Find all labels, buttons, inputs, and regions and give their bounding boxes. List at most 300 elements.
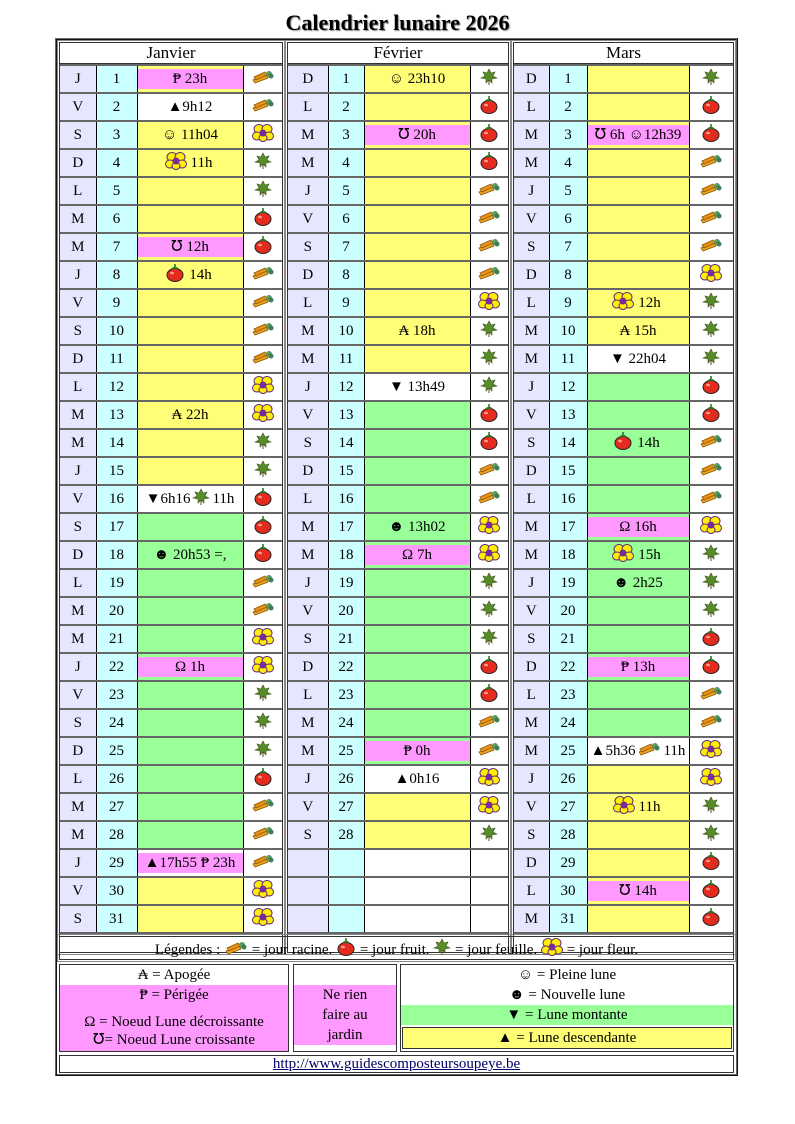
plant-day-cell <box>243 737 282 765</box>
plant-day-cell <box>689 65 733 93</box>
day-of-week: L <box>288 289 328 317</box>
moon-event-text: ☺ 23h10 <box>388 70 446 87</box>
day-row <box>60 261 282 289</box>
carrot-icon <box>251 294 275 313</box>
day-of-week: D <box>514 457 549 485</box>
legend-apogee: ₳ = Apogée <box>137 967 211 983</box>
moon-event-text: ▲5h36 <box>590 742 636 759</box>
moon-event-cell <box>364 205 470 233</box>
moon-event-cell <box>587 149 689 177</box>
day-of-week: L <box>60 765 96 793</box>
flower-icon <box>612 543 634 568</box>
moon-event-text: ▼ 22h04 <box>609 350 667 367</box>
moon-event-text: ▼ 13h49 <box>388 378 446 395</box>
day-of-week: M <box>514 541 549 569</box>
day-number: 12 <box>328 373 364 401</box>
carrot-icon <box>699 434 723 453</box>
moon-event-cell <box>137 765 243 793</box>
plant-day-cell <box>470 653 508 681</box>
plant-day-cell <box>689 737 733 765</box>
carrot-icon <box>477 490 501 509</box>
day-of-week: L <box>60 569 96 597</box>
day-number: 21 <box>549 625 587 653</box>
moon-event-cell <box>364 821 470 849</box>
moon-event-text: ℧ 14h <box>619 883 657 899</box>
flower-icon <box>613 795 635 820</box>
day-row <box>288 709 508 737</box>
moon-event-cell <box>364 877 470 905</box>
day-of-week: S <box>60 121 96 149</box>
month-table <box>514 64 733 952</box>
moon-event-cell <box>587 261 689 289</box>
month-table <box>60 64 282 952</box>
moon-event-cell <box>137 569 243 597</box>
day-of-week: D <box>60 149 96 177</box>
moon-event-cell <box>364 177 470 205</box>
plant-day-cell <box>689 401 733 429</box>
legend-lune-montante: ▼ = Lune montante <box>401 1005 733 1025</box>
carrot-icon <box>699 154 723 173</box>
leaf-icon <box>254 180 272 203</box>
day-number: 5 <box>549 177 587 205</box>
day-number: 17 <box>328 513 364 541</box>
day-number: 20 <box>328 597 364 625</box>
day-of-week: M <box>288 541 328 569</box>
day-number: 16 <box>96 485 137 513</box>
plant-day-cell <box>470 905 508 933</box>
tomato-icon <box>253 487 273 512</box>
leaf-icon <box>702 824 720 847</box>
day-row <box>514 261 733 289</box>
day-number: 8 <box>96 261 137 289</box>
day-of-week: J <box>60 261 96 289</box>
moon-event-text: ☺ 11h04 <box>161 126 218 143</box>
day-of-week: D <box>60 541 96 569</box>
day-number: 27 <box>549 793 587 821</box>
day-number: 2 <box>328 93 364 121</box>
moon-event-text: ₳ 18h <box>398 322 436 339</box>
day-row <box>514 429 733 457</box>
day-row <box>60 317 282 345</box>
plant-day-cell <box>470 261 508 289</box>
day-row <box>514 65 733 93</box>
moon-event-cell <box>364 513 470 541</box>
legend-ne-rien-faire-text: Ne rien faire au jardin <box>294 985 396 1045</box>
plant-day-cell <box>689 597 733 625</box>
tomato-icon <box>613 431 633 456</box>
plant-day-cell <box>243 765 282 793</box>
tomato-icon <box>253 515 273 540</box>
day-number: 28 <box>96 821 137 849</box>
moon-event-cell <box>587 653 689 681</box>
day-of-week: S <box>60 513 96 541</box>
legend-perigee: ₱ = Périgée <box>139 987 209 1003</box>
plant-day-cell <box>243 93 282 121</box>
day-number: 13 <box>328 401 364 429</box>
carrot-icon <box>699 238 723 257</box>
day-number: 22 <box>328 653 364 681</box>
moon-event-cell <box>364 373 470 401</box>
moon-event-cell <box>587 821 689 849</box>
flower-icon <box>252 879 274 904</box>
legend-racine: = jour racine. <box>251 941 333 958</box>
tomato-icon <box>479 95 499 120</box>
plant-day-cell <box>243 401 282 429</box>
legend-fleur: = jour fleur. <box>566 941 639 958</box>
moon-event-cell <box>137 401 243 429</box>
moon-event-cell <box>137 121 243 149</box>
day-row <box>288 93 508 121</box>
plant-day-cell <box>689 261 733 289</box>
day-row <box>288 849 508 877</box>
day-number: 12 <box>549 373 587 401</box>
moon-event-text: ☻ 2h25 <box>613 574 663 591</box>
moon-event-cell <box>137 457 243 485</box>
plant-day-cell <box>470 513 508 541</box>
plant-day-cell <box>470 233 508 261</box>
leaf-icon <box>192 488 210 511</box>
day-row <box>288 177 508 205</box>
day-number: 16 <box>549 485 587 513</box>
tomato-icon <box>701 123 721 148</box>
plant-day-cell <box>689 345 733 373</box>
day-row <box>288 821 508 849</box>
day-of-week: M <box>60 205 96 233</box>
plant-day-cell <box>689 205 733 233</box>
day-of-week: M <box>60 233 96 261</box>
tomato-icon <box>701 627 721 652</box>
day-of-week: L <box>60 373 96 401</box>
carrot-icon <box>699 462 723 481</box>
moon-event-cell <box>137 597 243 625</box>
day-of-week: M <box>288 317 328 345</box>
month-janvier <box>59 42 283 953</box>
day-of-week: S <box>60 905 96 933</box>
day-number: 23 <box>328 681 364 709</box>
day-row <box>60 653 282 681</box>
day-row <box>514 541 733 569</box>
plant-day-cell <box>689 233 733 261</box>
day-number: 28 <box>328 821 364 849</box>
day-of-week: M <box>288 513 328 541</box>
day-number: 7 <box>549 233 587 261</box>
moon-event-cell <box>364 65 470 93</box>
moon-event-cell <box>137 485 243 513</box>
plant-day-cell <box>470 205 508 233</box>
plant-day-cell <box>243 177 282 205</box>
day-number: 4 <box>549 149 587 177</box>
day-of-week: M <box>60 429 96 457</box>
plant-day-cell <box>470 709 508 737</box>
moon-event-cell <box>364 457 470 485</box>
day-row <box>288 261 508 289</box>
legend-pleine-lune: ☺ = Pleine lune <box>517 967 617 983</box>
plant-day-cell <box>243 233 282 261</box>
plant-day-cell <box>243 65 282 93</box>
leaf-icon <box>433 938 451 963</box>
legend-noeud-croissant: ℧= Noeud Lune croissante <box>93 1032 255 1048</box>
plant-day-cell <box>689 373 733 401</box>
day-row <box>288 737 508 765</box>
ne-rien-faire-band <box>138 853 243 873</box>
leaf-icon <box>480 628 498 651</box>
flower-icon <box>478 795 500 820</box>
moon-event-cell <box>364 345 470 373</box>
day-number: 27 <box>328 793 364 821</box>
moon-event-cell <box>364 401 470 429</box>
day-number: 11 <box>549 345 587 373</box>
moon-event-text: Ω 16h <box>619 519 657 535</box>
ne-rien-faire-band <box>138 657 243 677</box>
plant-day-cell <box>470 597 508 625</box>
day-row <box>60 849 282 877</box>
moon-event-cell <box>364 793 470 821</box>
day-of-week: J <box>60 653 96 681</box>
day-of-week: J <box>60 457 96 485</box>
day-row <box>514 121 733 149</box>
moon-event-cell <box>587 177 689 205</box>
leaf-icon <box>480 348 498 371</box>
day-row <box>288 485 508 513</box>
website-link[interactable]: http://www.guidescomposteursoupeye.be <box>272 1056 521 1072</box>
tomato-icon <box>479 123 499 148</box>
tomato-icon <box>253 767 273 792</box>
day-number: 15 <box>96 457 137 485</box>
plant-day-cell <box>243 513 282 541</box>
day-of-week: L <box>514 485 549 513</box>
legend-lune-descendante: ▲ = Lune descendante <box>402 1027 732 1049</box>
legend-nouvelle-lune: ☻ = Nouvelle lune <box>508 987 626 1003</box>
moon-event-cell <box>137 793 243 821</box>
tomato-icon <box>701 403 721 428</box>
day-row <box>288 65 508 93</box>
day-row <box>288 233 508 261</box>
day-row <box>514 737 733 765</box>
day-of-week: V <box>60 289 96 317</box>
day-number: 16 <box>328 485 364 513</box>
day-of-week: M <box>288 345 328 373</box>
day-of-week: D <box>514 653 549 681</box>
moon-event-cell <box>364 597 470 625</box>
moon-event-cell <box>364 429 470 457</box>
leaf-icon <box>702 572 720 595</box>
tomato-icon <box>253 543 273 568</box>
plant-day-cell <box>470 765 508 793</box>
day-of-week: J <box>288 177 328 205</box>
day-row <box>60 821 282 849</box>
carrot-icon <box>477 182 501 201</box>
carrot-icon <box>251 322 275 341</box>
tomato-icon <box>701 375 721 400</box>
tomato-icon <box>253 235 273 260</box>
day-number: 14 <box>96 429 137 457</box>
day-of-week: M <box>514 905 549 933</box>
carrot-icon <box>699 210 723 229</box>
day-row <box>288 569 508 597</box>
flower-icon <box>478 543 500 568</box>
day-number: 19 <box>96 569 137 597</box>
day-of-week: L <box>514 93 549 121</box>
plant-day-cell <box>470 681 508 709</box>
moon-event-cell <box>587 65 689 93</box>
moon-event-cell <box>364 765 470 793</box>
plant-day-cell <box>470 401 508 429</box>
moon-event-text: 11h <box>638 798 661 815</box>
carrot-icon <box>477 210 501 229</box>
day-row <box>514 765 733 793</box>
day-number: 25 <box>96 737 137 765</box>
day-row <box>514 625 733 653</box>
day-number: 3 <box>328 121 364 149</box>
day-number: 15 <box>328 457 364 485</box>
moon-event-cell <box>364 93 470 121</box>
legend-ne-rien-faire <box>293 964 397 1052</box>
month-name: Février <box>288 43 508 64</box>
moon-event-cell <box>587 205 689 233</box>
day-number <box>328 905 364 933</box>
moon-event-cell <box>137 681 243 709</box>
moon-event-cell <box>137 261 243 289</box>
day-of-week: S <box>288 625 328 653</box>
moon-event-text: ☻ 20h53 =, <box>153 546 227 563</box>
day-number: 18 <box>328 541 364 569</box>
moon-event-cell <box>587 849 689 877</box>
plant-day-cell <box>470 149 508 177</box>
day-of-week: J <box>288 569 328 597</box>
plant-day-cell <box>470 429 508 457</box>
day-row <box>514 485 733 513</box>
moon-event-cell <box>137 653 243 681</box>
flower-icon <box>612 291 634 316</box>
day-row <box>60 233 282 261</box>
day-row <box>288 597 508 625</box>
moon-event-cell <box>587 373 689 401</box>
day-number: 19 <box>328 569 364 597</box>
moon-event-cell <box>587 93 689 121</box>
moon-event-cell <box>137 513 243 541</box>
carrot-icon <box>699 686 723 705</box>
moon-event-text: ☻ 13h02 <box>388 518 446 535</box>
plant-day-cell <box>470 317 508 345</box>
carrot-icon <box>251 826 275 845</box>
ne-rien-faire-band <box>365 741 470 761</box>
day-number: 2 <box>96 93 137 121</box>
leaf-icon <box>480 572 498 595</box>
day-row <box>288 513 508 541</box>
tomato-icon <box>479 655 499 680</box>
moon-event-cell <box>587 877 689 905</box>
day-row <box>288 905 508 933</box>
moon-event-cell <box>137 177 243 205</box>
moon-event-cell <box>587 541 689 569</box>
moon-event-cell <box>587 121 689 149</box>
day-of-week: L <box>288 681 328 709</box>
plant-day-cell <box>689 625 733 653</box>
day-of-week: J <box>514 177 549 205</box>
day-row <box>288 401 508 429</box>
day-row <box>288 681 508 709</box>
plant-day-cell <box>243 877 282 905</box>
day-number: 18 <box>549 541 587 569</box>
day-row <box>514 401 733 429</box>
moon-event-cell <box>587 793 689 821</box>
leaf-icon <box>702 292 720 315</box>
day-row <box>60 401 282 429</box>
plant-day-cell <box>243 121 282 149</box>
day-of-week: L <box>514 877 549 905</box>
tomato-icon <box>701 655 721 680</box>
plant-day-cell <box>243 457 282 485</box>
ne-rien-faire-band <box>588 657 689 677</box>
moon-event-cell <box>364 681 470 709</box>
moon-event-text: 12h <box>638 294 661 311</box>
day-row <box>60 513 282 541</box>
day-of-week: L <box>288 93 328 121</box>
flower-icon <box>478 515 500 540</box>
moon-event-text: ₳ 22h <box>171 406 209 423</box>
day-of-week: J <box>514 765 549 793</box>
day-row <box>288 457 508 485</box>
plant-day-cell <box>243 653 282 681</box>
legend-moon-phases <box>400 964 734 1052</box>
moon-event-cell <box>364 149 470 177</box>
moon-event-cell <box>137 877 243 905</box>
day-number: 26 <box>549 765 587 793</box>
plant-day-cell <box>470 373 508 401</box>
moon-event-cell <box>137 541 243 569</box>
day-of-week: J <box>288 765 328 793</box>
day-of-week: M <box>60 821 96 849</box>
day-row <box>514 93 733 121</box>
plant-day-cell <box>243 681 282 709</box>
carrot-icon <box>224 940 248 962</box>
moon-event-cell <box>137 65 243 93</box>
day-of-week: S <box>60 317 96 345</box>
moon-event-cell <box>364 849 470 877</box>
day-row <box>60 485 282 513</box>
moon-event-cell <box>364 233 470 261</box>
day-of-week: L <box>60 177 96 205</box>
flower-icon <box>252 375 274 400</box>
day-number: 10 <box>549 317 587 345</box>
day-number: 6 <box>96 205 137 233</box>
day-number: 29 <box>96 849 137 877</box>
plant-day-cell <box>243 849 282 877</box>
day-number: 25 <box>549 737 587 765</box>
flower-icon <box>700 767 722 792</box>
plant-day-cell <box>243 625 282 653</box>
day-row <box>514 653 733 681</box>
moon-event-text-2: 11h <box>663 742 686 759</box>
plant-day-cell <box>470 457 508 485</box>
leaf-icon <box>702 600 720 623</box>
moon-event-cell <box>364 289 470 317</box>
carrot-icon <box>477 742 501 761</box>
leaf-icon <box>254 460 272 483</box>
day-number: 26 <box>96 765 137 793</box>
day-row <box>514 177 733 205</box>
carrot-icon <box>251 798 275 817</box>
flower-icon <box>252 403 274 428</box>
day-number: 31 <box>96 905 137 933</box>
day-of-week: M <box>514 317 549 345</box>
day-of-week: M <box>514 121 549 149</box>
day-of-week: V <box>514 205 549 233</box>
moon-event-cell <box>137 429 243 457</box>
day-row <box>60 149 282 177</box>
day-row <box>514 317 733 345</box>
moon-event-text: 11h <box>190 154 213 171</box>
